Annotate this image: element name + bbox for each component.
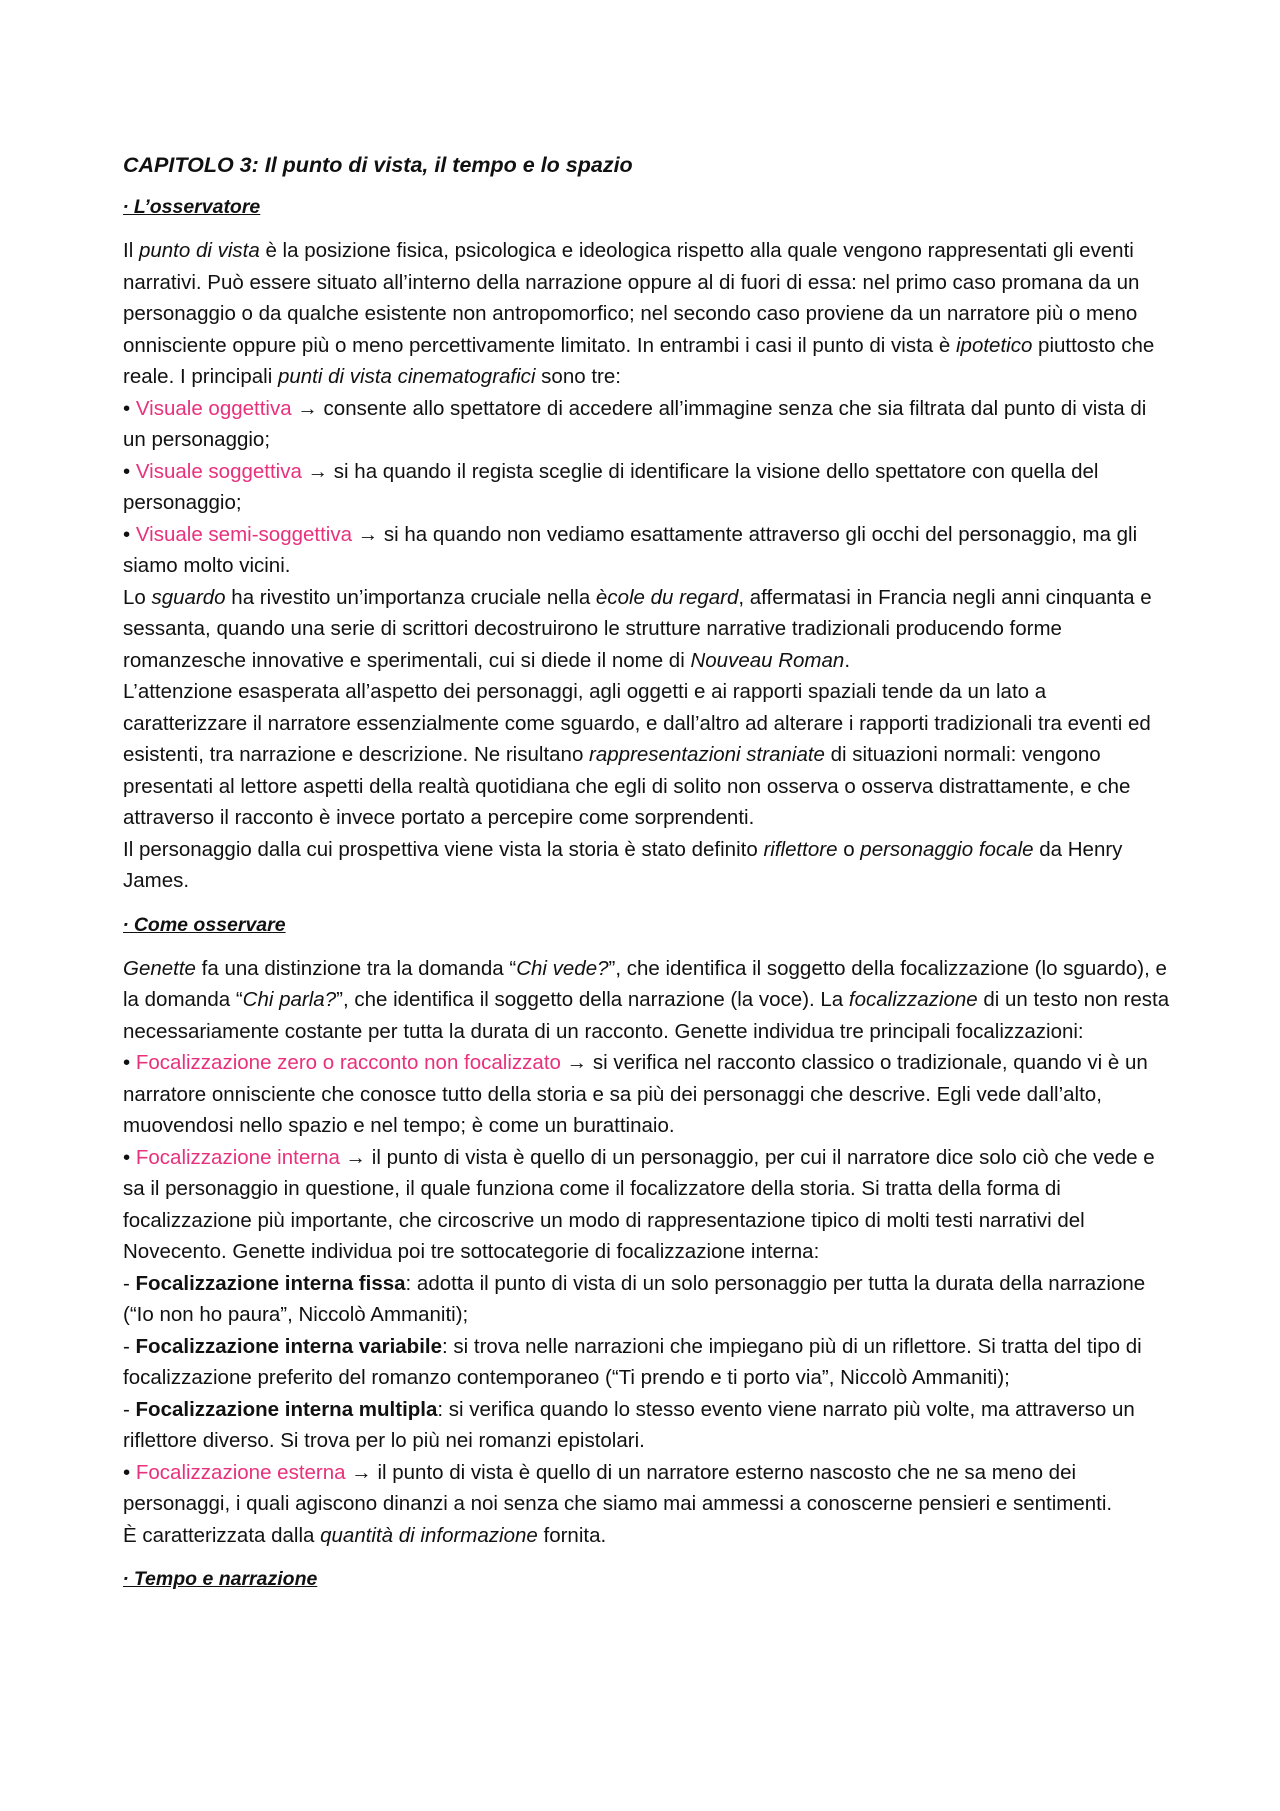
text: è la posizione fisica, psicologica e ideologica rispetto alla quale vengono rappresentati gli eventi narrativi. Può essere situato all’interno della narrazione oppure al di fuori di essa: nel primo caso promana da un personaggio o da qualche esistente non antropomorfico; nel secondo caso proviene da un narratore più o meno onnisciente oppure più o meno percettivamente limitato. In entrambi i casi il punto di vista è bbox=[123, 239, 1140, 357]
text: Il personaggio dalla cui prospettiva viene vista la storia è stato definito bbox=[123, 837, 764, 861]
italic-term: personaggio focale bbox=[860, 837, 1034, 861]
paragraph bbox=[123, 953, 1173, 1048]
italic-term: Nouveau Roman bbox=[690, 648, 845, 672]
bullet-label: Visuale oggettiva bbox=[135, 396, 292, 420]
bullet-item bbox=[123, 1142, 1173, 1268]
dash: - bbox=[123, 1271, 136, 1295]
bullet-text: consente allo spettatore di accedere all’immagine senza che sia filtrata dal punto di vista di un personaggio; bbox=[123, 396, 1147, 451]
text: da Henry James. bbox=[123, 837, 1123, 892]
text: L’attenzione esasperata all’aspetto dei personaggi, agli oggetti e ai rapporti spaziali tende da un lato a caratterizzare il narratore essenzialmente come sguardo, e dall’altro ad alterare i rapporti tradizionali tra eventi ed esistenti, tra narrazione e descrizione. Ne risultano bbox=[123, 680, 1151, 766]
text: di un testo non resta necessariamente costante per tutta la durata di un racconto. Genette individua tre principali focalizzazioni: bbox=[123, 988, 1170, 1043]
sub-item-text: : si trova nelle narrazioni che impiegano più di un riflettore. Si tratta del tipo di focalizzazione preferito del romanzo contemporaneo (“Ti prendo e ti porto via”, Niccolò Ammaniti); bbox=[123, 1334, 1142, 1389]
bullet-icon: • bbox=[123, 396, 136, 420]
sub-item-text: : si verifica quando lo stesso evento viene narrato più volte, ma attraverso un riflettore diverso. Si trova per lo più nei romanzi epistolari. bbox=[123, 1397, 1135, 1452]
text: sono tre: bbox=[535, 365, 621, 388]
bullet-icon: • bbox=[123, 1051, 136, 1074]
paragraph bbox=[123, 235, 1173, 393]
text: , affermatasi in Francia negli anni cinquanta e sessanta, quando una serie di scrittori decostruirono le strutture narrative tradizionali producendo forme romanzesche innovative e sperimentali, cui si diede il nome di bbox=[123, 585, 1152, 672]
text: ”, che identifica il soggetto della focalizzazione (lo sguardo), e la domanda “ bbox=[123, 956, 1167, 1011]
arrow-right-icon: → bbox=[560, 1051, 593, 1074]
chapter-title: CAPITOLO 3: Il punto di vista, il tempo e lo spazio bbox=[123, 153, 633, 177]
italic-term: ècole du regard bbox=[595, 585, 739, 609]
bullet-item bbox=[123, 393, 1173, 456]
bullet-item bbox=[123, 456, 1173, 519]
bullet-text: si ha quando il regista sceglie di identificare la visione dello spettatore con quella del personaggio; bbox=[123, 459, 1099, 514]
sub-item bbox=[123, 1331, 1173, 1394]
bullet-text: il punto di vista è quello di un narratore esterno nascosto che ne sa meno dei personaggi, i quali agiscono dinanzi a noi senza che siamo mai ammessi a conoscerne pensieri e sentimenti. bbox=[123, 1460, 1113, 1515]
italic-term: focalizzazione bbox=[848, 988, 978, 1011]
arrow-right-icon: → bbox=[345, 1460, 378, 1484]
dash: - bbox=[123, 1334, 136, 1358]
section-body-come-osservare bbox=[123, 953, 1173, 1552]
paragraph bbox=[123, 834, 1173, 897]
text: . bbox=[844, 648, 851, 672]
text: piuttosto che reale. I principali bbox=[123, 333, 1155, 388]
sub-item-label: Focalizzazione interna variabile bbox=[135, 1334, 442, 1358]
bullet-text: si ha quando non vediamo esattamente attraverso gli occhi del personaggio, ma gli siamo molto vicini. bbox=[123, 522, 1138, 577]
bullet-item bbox=[123, 1457, 1173, 1520]
text: ha rivestito un’importanza cruciale nella bbox=[225, 585, 596, 609]
bullet-item bbox=[123, 519, 1173, 582]
section-heading-come-osservare: ∙ Come osservare bbox=[123, 913, 286, 936]
arrow-right-icon: → bbox=[291, 396, 324, 420]
italic-term: punti di vista cinematografici bbox=[277, 365, 536, 388]
text: Lo bbox=[123, 585, 152, 609]
section-body-osservatore bbox=[123, 235, 1173, 897]
bullet-label: Focalizzazione interna bbox=[135, 1145, 340, 1169]
bullet-text: si verifica nel racconto classico o tradizionale, quando vi è un narratore onnisciente che conosce tutto della storia e sa più dei personaggi che descrive. Egli vede dall’alto, muovendosi nello spazio e nel tempo; è come un burattinaio. bbox=[123, 1051, 1148, 1137]
bullet-label: Focalizzazione zero o racconto non focalizzato bbox=[135, 1051, 561, 1074]
paragraph bbox=[123, 1520, 1173, 1552]
italic-term: riflettore bbox=[763, 837, 838, 861]
arrow-right-icon: → bbox=[339, 1145, 372, 1169]
text: È caratterizzata dalla bbox=[123, 1523, 321, 1547]
text: di situazioni normali: vengono presentati al lettore aspetti della realtà quotidiana che egli di solito non osserva o osserva distrattamente, e che attraverso il racconto è invece portato a percepire come sorprendenti. bbox=[123, 743, 1131, 829]
italic-term: Chi parla? bbox=[242, 988, 337, 1011]
arrow-right-icon: → bbox=[301, 459, 334, 483]
sub-item bbox=[123, 1394, 1173, 1457]
italic-term: punto di vista bbox=[138, 239, 260, 262]
sub-item-label: Focalizzazione interna fissa bbox=[135, 1271, 406, 1295]
italic-term: rappresentazioni straniate bbox=[589, 743, 825, 766]
bullet-icon: • bbox=[123, 459, 136, 483]
sub-item-label: Focalizzazione interna multipla bbox=[135, 1397, 438, 1421]
sub-item bbox=[123, 1268, 1173, 1331]
paragraph bbox=[123, 582, 1173, 677]
bullet-label: Focalizzazione esterna bbox=[135, 1460, 346, 1484]
bullet-item bbox=[123, 1047, 1173, 1142]
italic-term: Genette bbox=[123, 956, 196, 980]
italic-term: sguardo bbox=[151, 585, 226, 609]
bullet-icon: • bbox=[123, 1460, 136, 1484]
italic-term: ipotetico bbox=[955, 333, 1033, 357]
bullet-icon: • bbox=[123, 1145, 136, 1169]
italic-term: Chi vede? bbox=[516, 956, 609, 980]
italic-term: quantità di informazione bbox=[320, 1523, 538, 1547]
document-page bbox=[123, 150, 1173, 1607]
paragraph bbox=[123, 676, 1173, 834]
text: fornita. bbox=[537, 1523, 607, 1547]
text: ”, che identifica il soggetto della narrazione (la voce). La bbox=[336, 988, 849, 1011]
section-heading-osservatore: ∙ L’osservatore bbox=[123, 196, 261, 218]
text: Il bbox=[123, 239, 139, 262]
bullet-label: Visuale semi-soggettiva bbox=[135, 522, 352, 546]
text: o bbox=[837, 837, 861, 861]
sub-item-text: : adotta il punto di vista di un solo personaggio per tutta la durata della narrazione (“Io non ho paura”, Niccolò Ammaniti); bbox=[123, 1271, 1146, 1326]
arrow-right-icon: → bbox=[352, 522, 384, 546]
bullet-label: Visuale soggettiva bbox=[135, 459, 302, 483]
bullet-text: il punto di vista è quello di un personaggio, per cui il narratore dice solo ciò che vede e sa il personaggio in questione, il quale funziona come il focalizzatore della storia. Si tratta della forma di focalizzazione più importante, che circoscrive un modo di rappresentazione tipico di molti testi narrativi del Novecento. Genette individua poi tre sottocategorie di focalizzazione interna: bbox=[123, 1145, 1155, 1263]
bullet-icon: • bbox=[123, 522, 136, 546]
section-heading-tempo: ∙ Tempo e narrazione bbox=[123, 1568, 318, 1590]
text: fa una distinzione tra la domanda “ bbox=[195, 956, 517, 980]
dash: - bbox=[123, 1397, 136, 1421]
